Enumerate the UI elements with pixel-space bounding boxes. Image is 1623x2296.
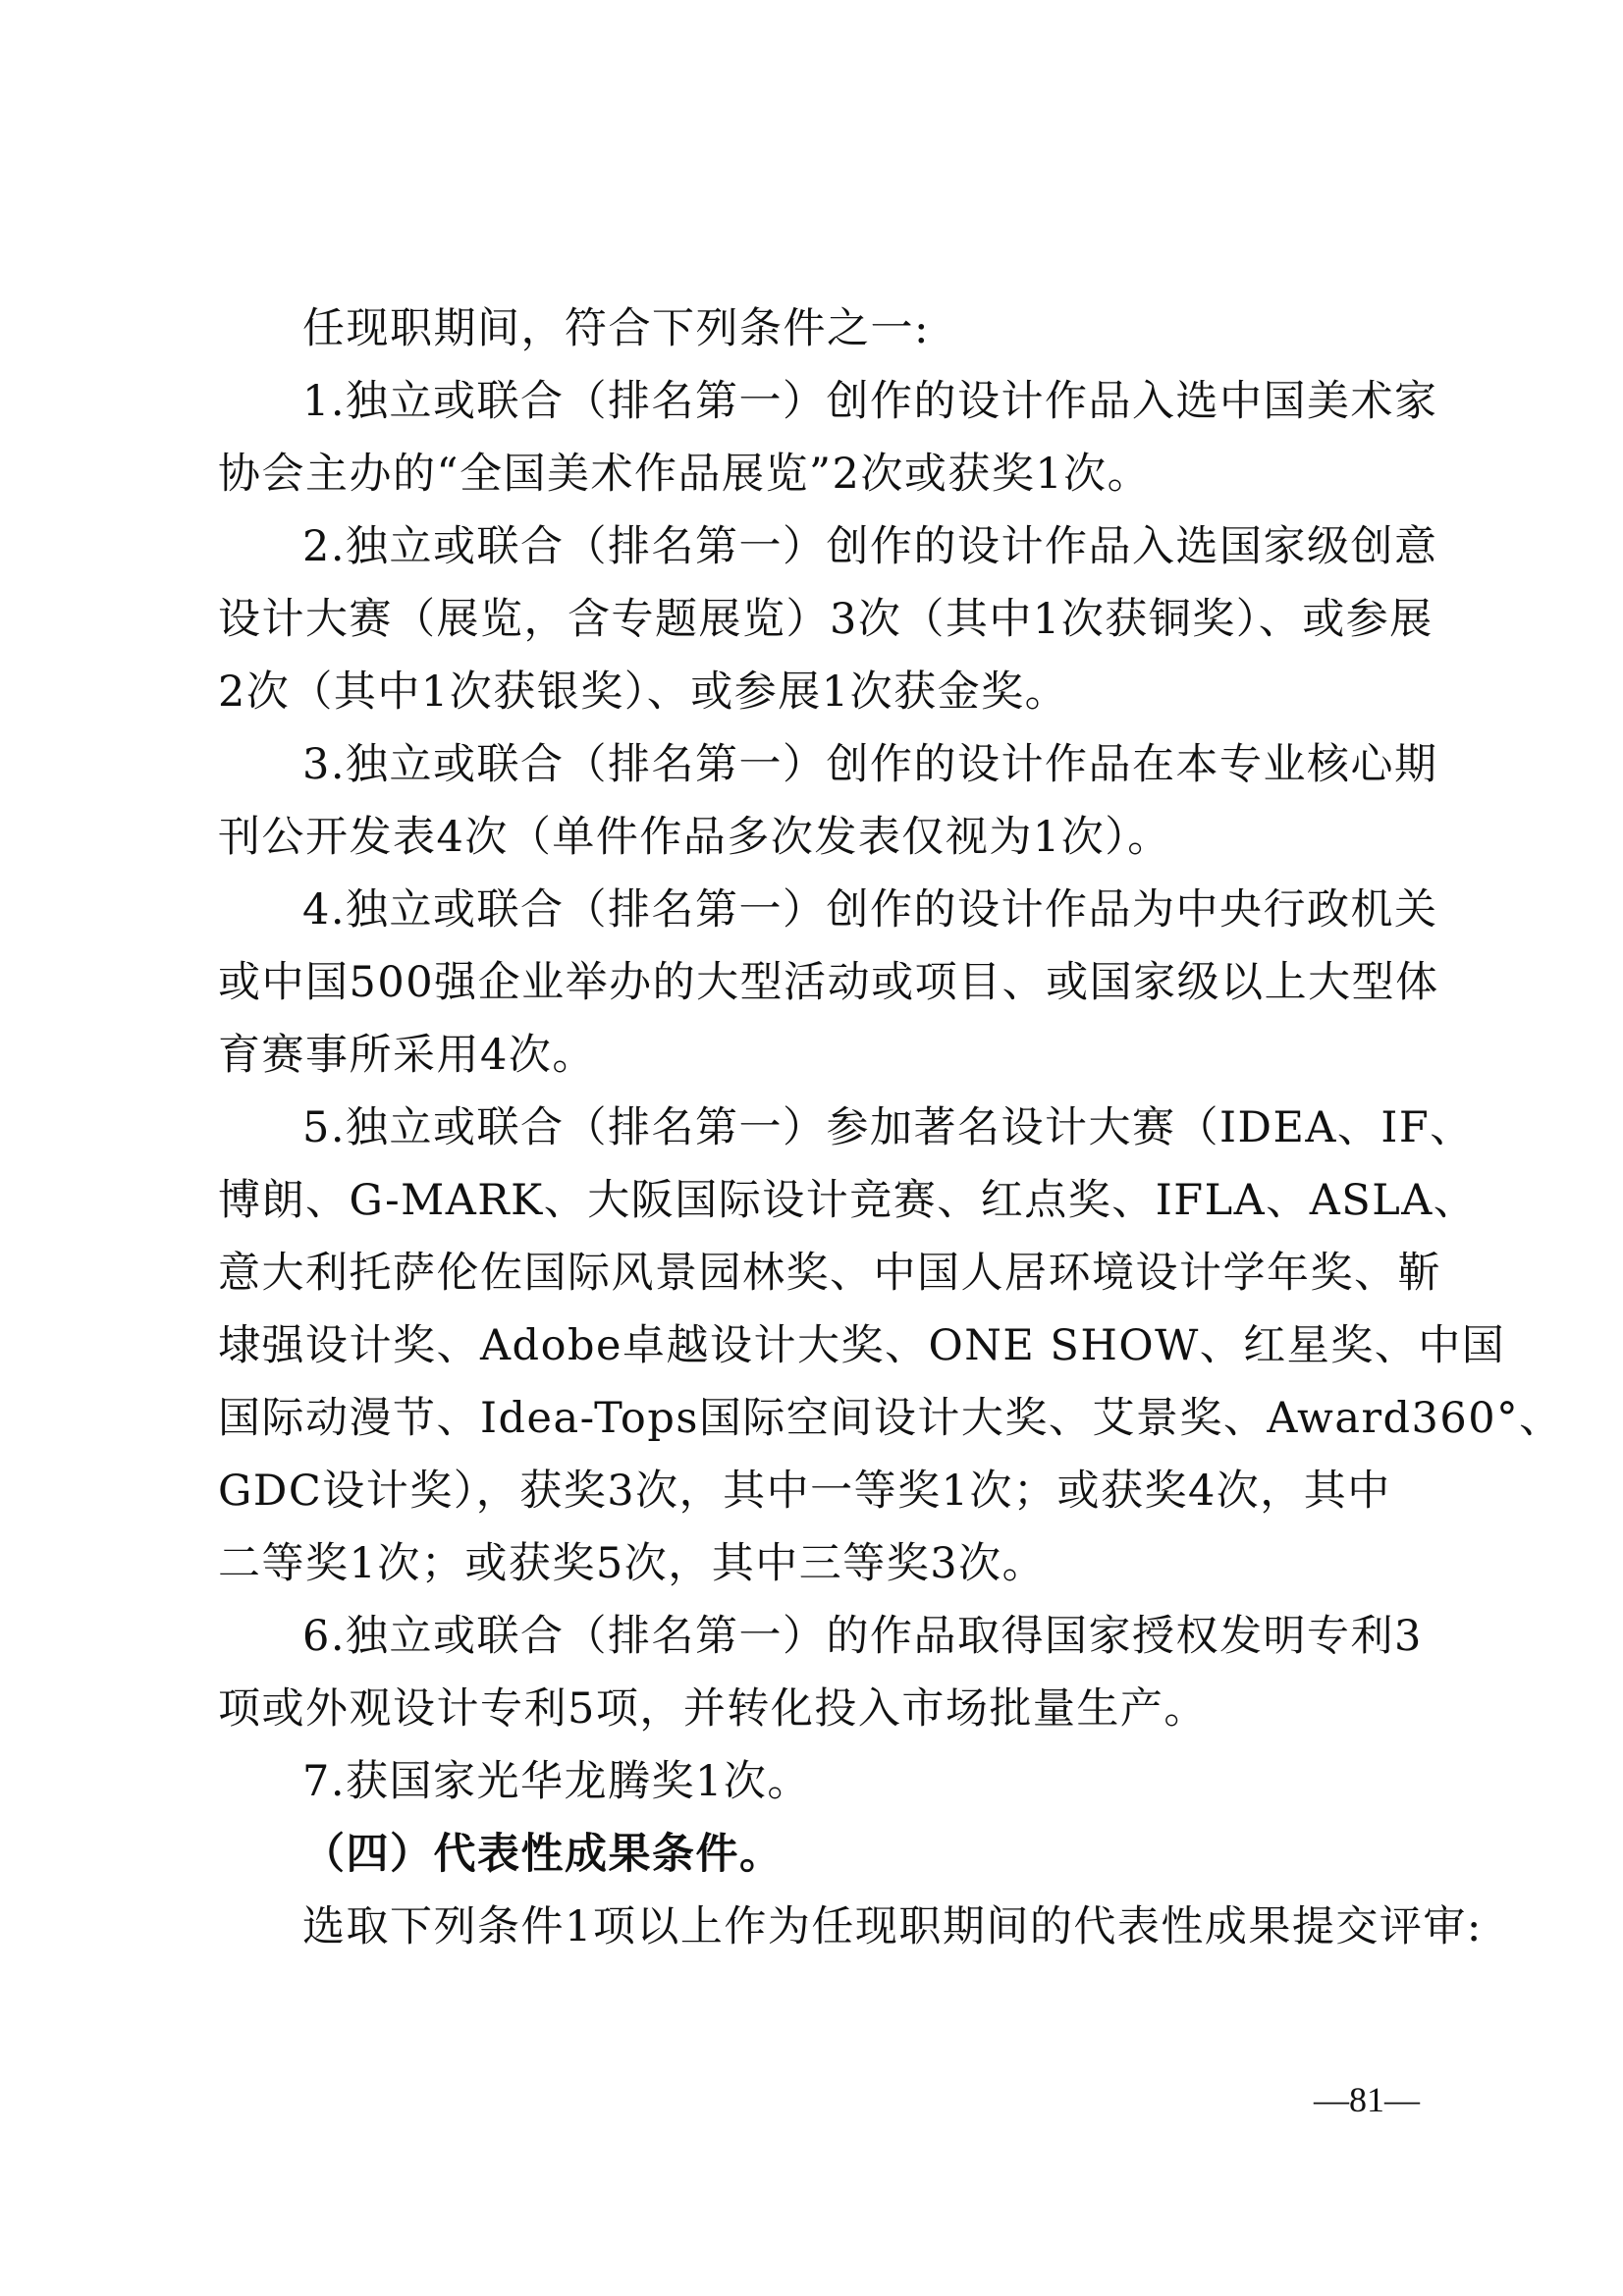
condition-5-line-2: 博朗、G-MARK、大阪国际设计竞赛、红点奖、IFLA、ASLA、 <box>218 1176 1478 1225</box>
condition-4-line-1: 4.独立或联合（排名第一）创作的设计作品为中央行政机关 <box>302 885 1438 934</box>
condition-5-line-7: 二等奖1次；或获奖5次，其中三等奖3次。 <box>218 1539 1047 1588</box>
condition-5-line-4: 埭强设计奖、Adobe卓越设计大奖、ONE SHOW、红星奖、中国 <box>218 1321 1506 1370</box>
condition-2-line-1: 2.独立或联合（排名第一）创作的设计作品入选国家级创意 <box>302 522 1438 571</box>
condition-3-line-1: 3.独立或联合（排名第一）创作的设计作品在本专业核心期 <box>302 740 1438 789</box>
condition-2-line-2: 设计大赛（展览，含专题展览）3次（其中1次获铜奖）、或参展 <box>218 595 1434 644</box>
condition-2-line-3: 2次（其中1次获银奖）、或参展1次获金奖。 <box>218 667 1069 717</box>
condition-5-line-5: 国际动漫节、Idea-Tops国际空间设计大奖、艾景奖、Award360°、 <box>218 1394 1563 1443</box>
page-number: —81— <box>1314 2080 1420 2119</box>
condition-5-line-6: GDC设计奖），获奖3次，其中一等奖1次；或获奖4次，其中 <box>218 1467 1391 1516</box>
section-intro-line: 选取下列条件1项以上作为任现职期间的代表性成果提交评审: <box>302 1902 1483 1951</box>
condition-7-line: 7.获国家光华龙腾奖1次。 <box>302 1757 811 1806</box>
condition-6-line-2: 项或外观设计专利5项，并转化投入市场批量生产。 <box>218 1684 1208 1734</box>
condition-6-line-1: 6.独立或联合（排名第一）的作品取得国家授权发明专利3 <box>302 1612 1423 1661</box>
condition-4-line-2: 或中国500强企业举办的大型活动或项目、或国家级以上大型体 <box>218 958 1439 1007</box>
condition-5-line-1: 5.独立或联合（排名第一）参加著名设计大赛（IDEA、IF、 <box>302 1103 1474 1152</box>
intro-line: 任现职期间，符合下列条件之一: <box>302 304 930 353</box>
condition-3-line-2: 刊公开发表4次（单件作品多次发表仅视为1次）。 <box>218 813 1171 862</box>
condition-5-line-3: 意大利托萨伦佐国际风景园林奖、中国人居环境设计学年奖、靳 <box>218 1249 1441 1298</box>
condition-4-line-3: 育赛事所采用4次。 <box>218 1031 596 1080</box>
condition-1-line-1: 1.独立或联合（排名第一）创作的设计作品入选中国美术家 <box>302 377 1438 426</box>
condition-1-line-2: 协会主办的“全国美术作品展览”2次或获奖1次。 <box>218 450 1152 499</box>
section-heading: （四）代表性成果条件。 <box>302 1830 784 1879</box>
